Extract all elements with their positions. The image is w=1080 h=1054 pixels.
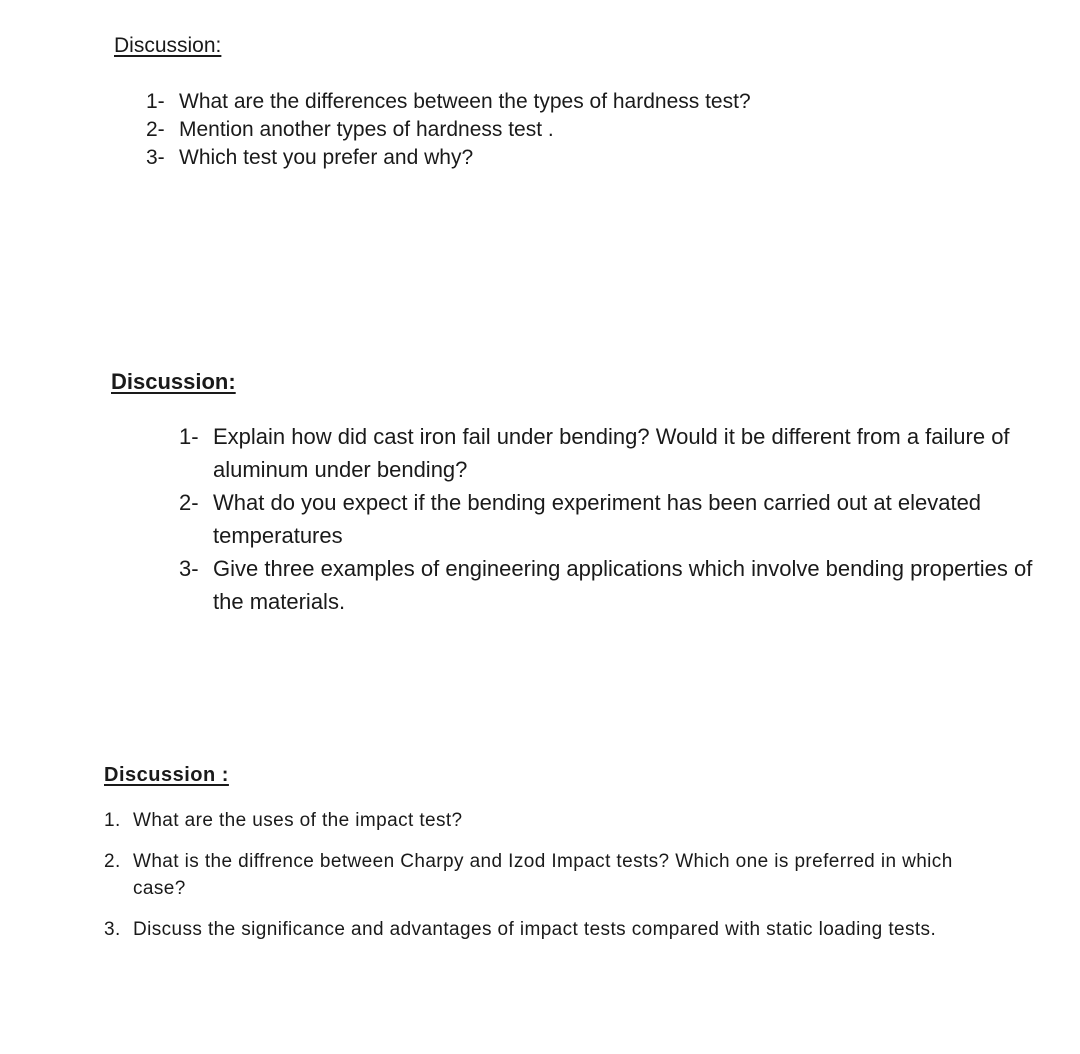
question-number: 1- (146, 90, 165, 113)
question-list (179, 420, 1039, 618)
question-item (104, 848, 1004, 902)
discussion-section-hardness (0, 0, 1080, 250)
question-item (146, 144, 946, 172)
question-list (146, 88, 946, 172)
discussion-section-bending (0, 350, 1080, 650)
question-text: What are the uses of the impact test? (133, 810, 463, 831)
question-item (179, 552, 1039, 618)
question-number: 2- (179, 490, 199, 515)
question-item (146, 88, 946, 116)
question-item (104, 916, 1004, 943)
question-list (104, 807, 1004, 957)
question-number: 3. (104, 919, 121, 940)
question-text: What are the differences between the types of hardness test? (179, 90, 751, 113)
discussion-section-impact (0, 750, 1080, 1010)
section-heading: Discussion : (104, 764, 229, 786)
question-text: What do you expect if the bending experiment has been carried out at elevated temperatures (213, 490, 982, 548)
question-number: 1. (104, 810, 121, 831)
question-text: What is the diffrence between Charpy and Izod Impact tests? Which one is preferred in which case? (133, 851, 953, 899)
question-number: 3- (146, 146, 165, 169)
question-number: 2- (146, 118, 165, 141)
question-item (179, 486, 1039, 552)
question-number: 2. (104, 851, 121, 872)
question-item (179, 420, 1039, 486)
question-text: Which test you prefer and why? (179, 146, 474, 169)
question-item (104, 807, 1004, 834)
question-text: Explain how did cast iron fail under bending? Would it be different from a failure of aluminum under bending? (213, 424, 1010, 482)
question-number: 1- (179, 424, 199, 449)
question-item (146, 116, 946, 144)
question-text: Mention another types of hardness test . (179, 118, 554, 141)
question-text: Discuss the significance and advantages of impact tests compared with static loading tests. (133, 919, 937, 940)
question-number: 3- (179, 556, 199, 581)
section-heading: Discussion: (111, 369, 236, 394)
question-text: Give three examples of engineering applications which involve bending properties of the materials. (213, 556, 1033, 614)
section-heading: Discussion: (114, 34, 222, 57)
